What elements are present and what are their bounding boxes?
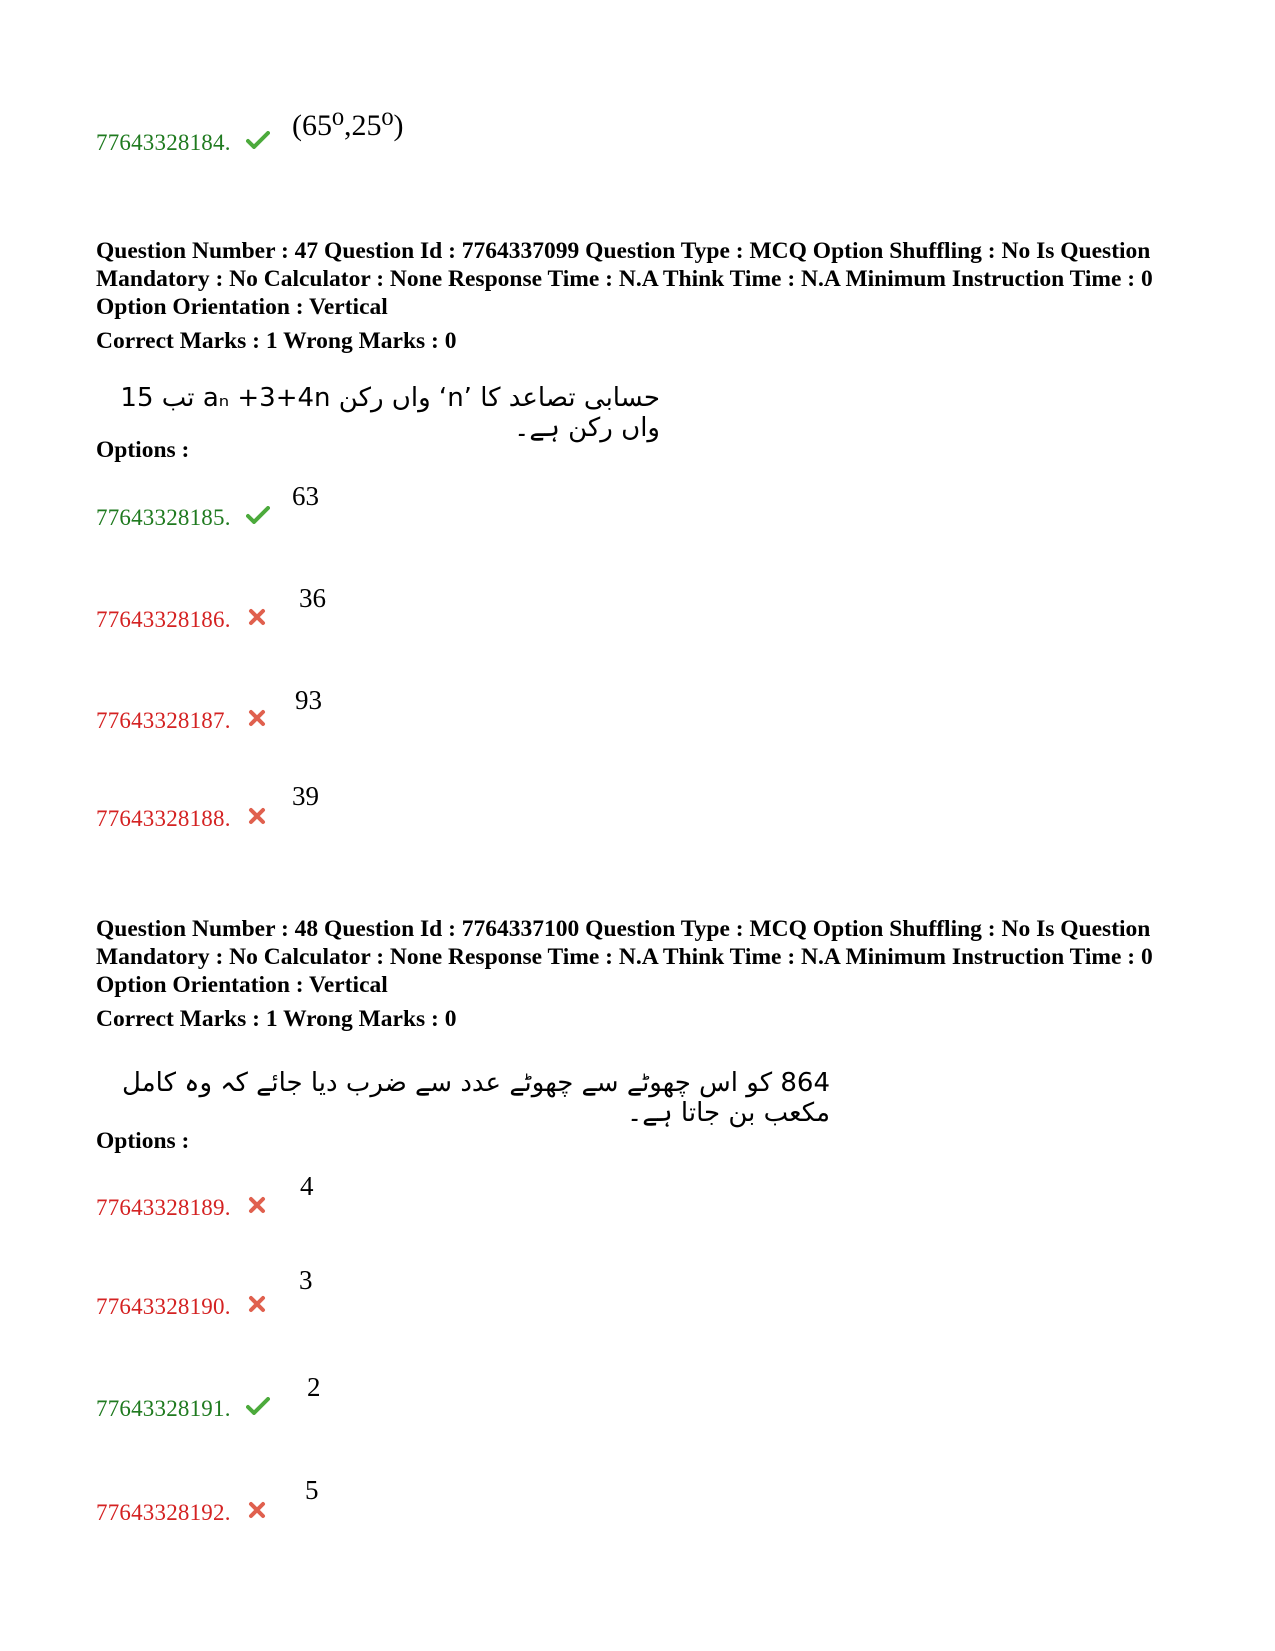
option-value: 5 [305,1475,319,1505]
cross-icon [248,1501,266,1519]
option-id: 77643328186. [96,607,231,632]
question-text: حسابی تصاعد کا ’n‘ واں رکن aₙ +3+4n تب 15 واں رکن ہے۔ [120,383,660,443]
check-icon [246,506,270,524]
option-id: 77643328192. [96,1500,231,1525]
question-meta: Question Number : 47 Question Id : 7764337099 Question Type : MCQ Option Shuffling : No Is Question Mandatory : No Calculator : None Response Time : N.A Think Time : N.A Minimum Instruction Time : 0 Option Orientation : Vertical [96,238,1153,320]
option-value: (65⁰,25⁰) [292,109,404,142]
question-meta: Question Number : 48 Question Id : 7764337100 Question Type : MCQ Option Shuffling : No Is Question Mandatory : No Calculator : None Response Time : N.A Think Time : N.A Minimum Instruction Time : 0 Option Orientation : Vertical [96,916,1153,998]
check-icon [246,131,270,149]
option-id: 77643328191. [96,1396,231,1421]
question-text: 864 کو اس چھوٹے سے چھوٹے عدد سے ضرب دیا جائے کہ وہ کامل مکعب بن جاتا ہے۔ [122,1068,830,1128]
option-id: 77643328184. [96,130,231,155]
option-id: 77643328190. [96,1294,231,1319]
options-label: Options : [96,437,190,463]
cross-icon [248,709,266,727]
option-value: 36 [299,583,326,613]
option-value: 93 [295,685,322,715]
cross-icon [248,1295,266,1313]
options-label: Options : [96,1128,190,1154]
option-id: 77643328188. [96,806,231,831]
option-value: 63 [292,481,319,511]
question-marks: Correct Marks : 1 Wrong Marks : 0 [96,1006,457,1032]
option-value: 3 [299,1265,313,1295]
option-id: 77643328189. [96,1195,231,1220]
option-value: 4 [300,1171,314,1201]
cross-icon [248,1196,266,1214]
option-id: 77643328185. [96,505,231,530]
option-value: 39 [292,781,319,811]
option-value: 2 [307,1372,321,1402]
question-marks: Correct Marks : 1 Wrong Marks : 0 [96,328,457,354]
cross-icon [248,608,266,626]
cross-icon [248,807,266,825]
option-id: 77643328187. [96,708,231,733]
check-icon [246,1397,270,1415]
